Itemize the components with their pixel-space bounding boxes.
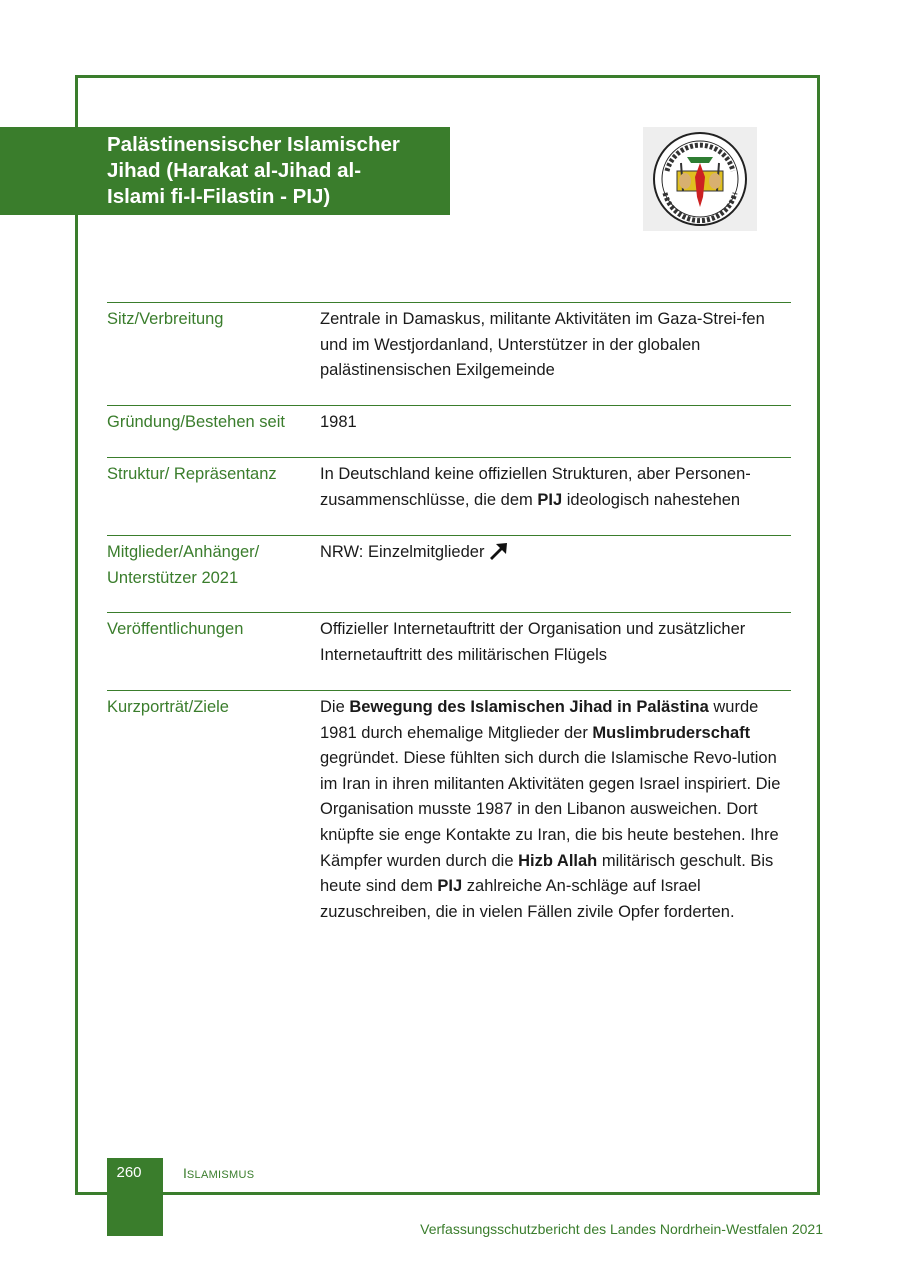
title-line-2: Jihad (Harakat al-Jihad al-	[107, 159, 362, 182]
row-label: Struktur/ Repräsentanz	[107, 465, 277, 483]
publication-title: Verfassungsschutzbericht des Landes Nordrhein-Westfalen 2021	[420, 1221, 823, 1237]
arrow-up-right-icon	[488, 542, 508, 569]
row-value: Die Bewegung des Islamischen Jihad in Palästina wurde 1981 durch ehemalige Mitglieder der Muslimbruderschaft gegründet. Diese fühlten sich durch die Islamische Revo-lution im Iran in ihren militanten Aktivitäten gegen Israel inspiriert. Die Organisation musste 1987 in den Libanon ausweichen. Dort knüpfte sie enge Kontakte zu Iran, die bis heute bestehen. Ihre Kämpfer wurden durch die Hizb Allah militärisch geschult. Bis heute sind dem PIJ zahlreiche An-schläge auf Israel zuzuschreiben, die in vielen Fällen zivile Opfer forderten.	[320, 698, 781, 921]
row-label: Gründung/Bestehen seit	[107, 413, 285, 431]
organization-title	[107, 132, 442, 210]
section-name: ISLAMISMUS	[183, 1165, 255, 1181]
title-line-1: Palästinensischer Islamischer	[107, 133, 400, 156]
row-value: In Deutschland keine offiziellen Strukturen, aber Personen-zusammenschlüsse, die dem PIJ ideologisch nahestehen	[320, 465, 751, 509]
row-value: 1981	[320, 413, 357, 431]
row-value: Offizieller Internetauftritt der Organisation und zusätzlicher Internetauftritt des militärischen Flügels	[320, 620, 746, 664]
row-value: NRW: Einzelmitglieder	[320, 540, 791, 612]
title-line-3: Islami fi-l-Filastin - PIJ)	[107, 185, 331, 208]
table-row	[107, 690, 791, 965]
row-label: Mitglieder/Anhänger/ Unterstützer 2021	[107, 543, 260, 587]
row-label: Kurzporträt/Ziele	[107, 698, 229, 716]
table-row	[107, 457, 791, 535]
pij-emblem-icon	[643, 127, 757, 231]
table-row	[107, 302, 791, 405]
row-label: Sitz/Verbreitung	[107, 310, 224, 328]
page-number: 260	[116, 1164, 142, 1181]
table-row	[107, 612, 791, 690]
table-row	[107, 405, 791, 457]
row-label: Veröffentlichungen	[107, 620, 244, 638]
row-value: Zentrale in Damaskus, militante Aktivitäten im Gaza-Strei-fen und im Westjordanland, Unterstützer in der globalen palästinensischen Exilgemeinde	[320, 310, 765, 380]
fact-table	[107, 302, 791, 965]
table-row	[107, 535, 791, 612]
